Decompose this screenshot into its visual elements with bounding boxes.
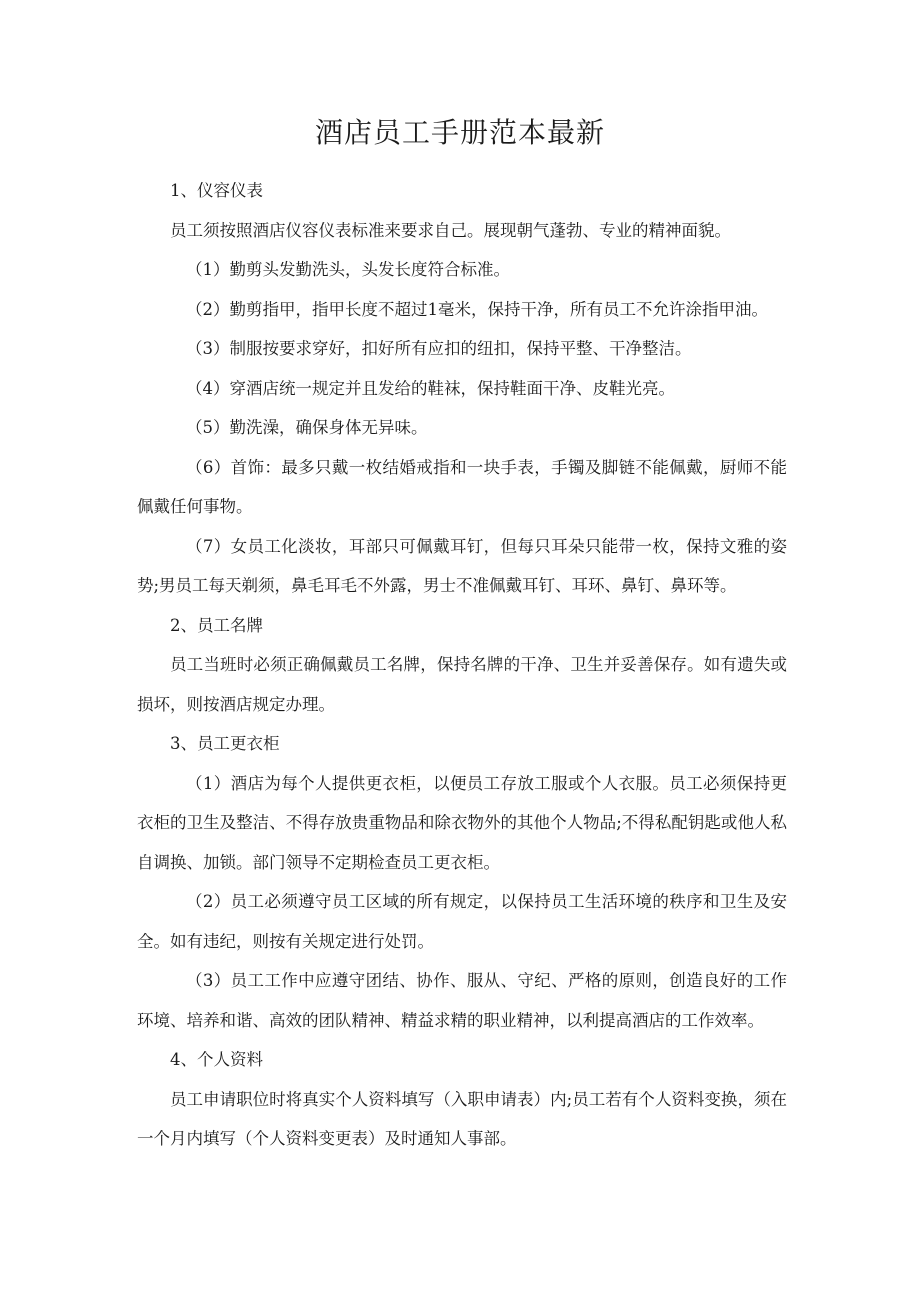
- section-heading: 4、个人资料: [170, 1050, 263, 1069]
- document-body: [137, 171, 787, 1159]
- section-heading: 1、仪容仪表: [170, 181, 263, 200]
- list-item: （2）勤剪指甲，指甲长度不超过1毫米，保持干净，所有员工不允许涂指甲油。: [186, 299, 768, 319]
- section-paragraph: 员工申请职位时将真实个人资料填写（入职申请表）内;员工若有个人资料变换，须在一个月内填写（个人资料变更表）及时通知人事部。: [137, 1089, 787, 1148]
- list-item: （3）员工工作中应遵守团结、协作、服从、守纪、严格的原则，创造良好的工作环境、培养和谐、高效的团队精神、精益求精的职业精神，以利提高酒店的工作效率。: [137, 971, 787, 1030]
- document-title: 酒店员工手册范本最新: [314, 116, 605, 149]
- list-item: （6）首饰：最多只戴一枚结婚戒指和一块手表，手镯及脚链不能佩戴，厨师不能佩戴任何事物。: [137, 457, 787, 516]
- list-item: （2）员工必须遵守员工区域的所有规定，以保持员工生活环境的秩序和卫生及安全。如有违纪，则按有关规定进行处罚。: [137, 892, 787, 951]
- section-heading: 3、员工更衣柜: [170, 734, 280, 753]
- section-intro: 员工须按照酒店仪容仪表标准来要求自己。展现朝气蓬勃、专业的精神面貌。: [170, 220, 731, 240]
- list-item: （7）女员工化淡妆，耳部只可佩戴耳钉，但每只耳朵只能带一枚，保持文雅的姿势;男员工每天剃须，鼻毛耳毛不外露，男士不准佩戴耳钉、耳环、鼻钉、鼻环等。: [137, 536, 787, 595]
- section-heading: 2、员工名牌: [170, 615, 263, 635]
- list-item: （5）勤洗澡，确保身体无异味。: [186, 418, 428, 437]
- list-item: （4）穿酒店统一规定并且发给的鞋袜，保持鞋面干净、皮鞋光亮。: [186, 378, 675, 398]
- list-item: （1）勤剪头发勤洗头，头发长度符合标准。: [186, 260, 510, 279]
- list-item: （3）制服按要求穿好，扣好所有应扣的纽扣，保持平整、干净整洁。: [186, 339, 692, 358]
- section-paragraph: 员工当班时必须正确佩戴员工名牌，保持名牌的干净、卫生并妥善保存。如有遗失或损坏，则按酒店规定办理。: [137, 655, 787, 714]
- list-item: （1）酒店为每个人提供更衣柜，以便员工存放工服或个人衣服。员工必须保持更衣柜的卫生及整洁、不得存放贵重物品和除衣物外的其他个人物品;不得私配钥匙或他人私自调换、加锁。部门领导不定期检查员工更衣柜。: [137, 773, 787, 872]
